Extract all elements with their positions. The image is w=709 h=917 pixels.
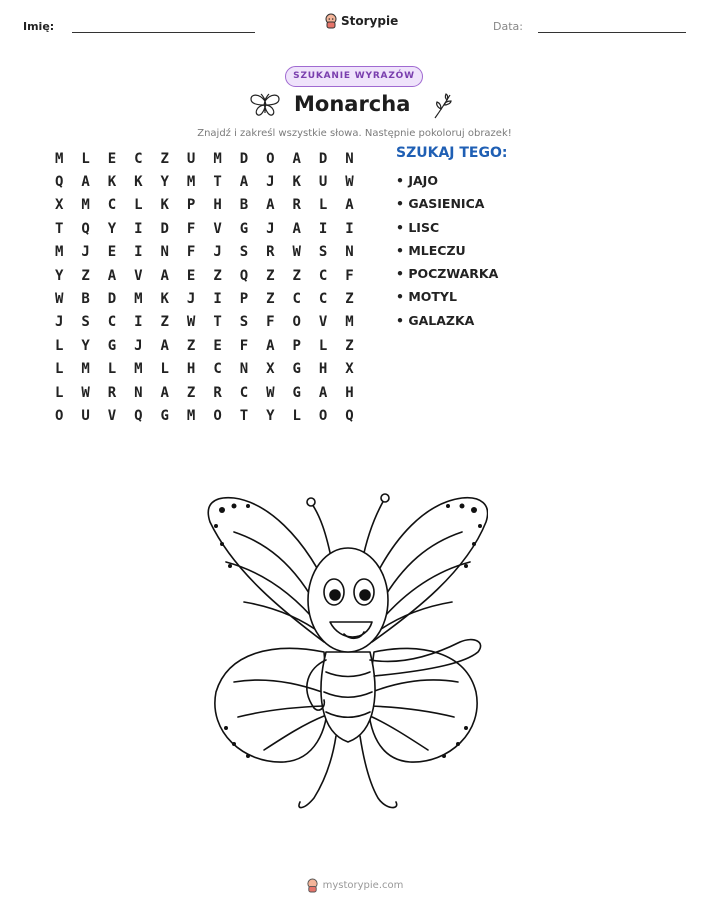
- grid-letter[interactable]: A: [345, 197, 354, 214]
- grid-letter[interactable]: C: [213, 361, 222, 378]
- grid-letter[interactable]: A: [292, 220, 301, 237]
- grid-letter[interactable]: M: [213, 150, 222, 167]
- grid-letter[interactable]: T: [213, 314, 222, 331]
- grid-letter[interactable]: Z: [186, 384, 196, 401]
- grid-letter[interactable]: L: [160, 361, 169, 378]
- grid-letter[interactable]: D: [239, 150, 249, 167]
- grid-letter[interactable]: Q: [81, 220, 90, 237]
- grid-letter[interactable]: J: [186, 291, 196, 308]
- category-badge: SZUKANIE WYRAZÓW: [285, 66, 423, 87]
- grid-letter[interactable]: G: [292, 384, 301, 401]
- grid-letter[interactable]: Y: [107, 220, 117, 237]
- grid-letter[interactable]: I: [213, 291, 222, 308]
- footer: [0, 878, 709, 893]
- grid-letter[interactable]: V: [134, 267, 143, 284]
- storypie-logo-icon: [306, 878, 319, 893]
- grid-letter[interactable]: L: [292, 407, 301, 424]
- grid-letter[interactable]: M: [186, 407, 196, 424]
- grid-letter[interactable]: G: [292, 361, 301, 378]
- grid-letter[interactable]: N: [160, 244, 169, 261]
- grid-letter[interactable]: M: [345, 314, 354, 331]
- word-item: • JAJO: [396, 173, 438, 188]
- grid-letter[interactable]: L: [134, 197, 143, 214]
- grid-letter[interactable]: I: [318, 220, 328, 237]
- grid-letter[interactable]: L: [107, 361, 117, 378]
- grid-letter[interactable]: C: [318, 291, 328, 308]
- grid-letter[interactable]: D: [160, 220, 169, 237]
- grid-letter[interactable]: T: [213, 174, 222, 191]
- grid-letter[interactable]: M: [81, 197, 90, 214]
- grid-letter[interactable]: V: [318, 314, 328, 331]
- instructions: Znajdź i zakreśl wszystkie słowa. Następnie pokoloruj obrazek!: [197, 128, 512, 139]
- grid-letter[interactable]: E: [213, 337, 222, 354]
- grid-letter[interactable]: F: [239, 337, 249, 354]
- grid-letter[interactable]: L: [54, 337, 64, 354]
- grid-letter[interactable]: T: [239, 407, 249, 424]
- grid-letter[interactable]: C: [107, 197, 117, 214]
- name-label: Imię:: [23, 20, 55, 33]
- grid-letter[interactable]: L: [54, 384, 64, 401]
- grid-letter[interactable]: N: [345, 244, 354, 261]
- grid-letter[interactable]: A: [81, 174, 90, 191]
- grid-letter[interactable]: Z: [345, 291, 354, 308]
- butterfly-illustration: [204, 492, 488, 814]
- grid-letter[interactable]: I: [345, 220, 354, 237]
- grid-letter[interactable]: D: [107, 291, 117, 308]
- grid-letter[interactable]: R: [266, 244, 275, 261]
- grid-letter[interactable]: E: [107, 244, 117, 261]
- grid-letter[interactable]: N: [239, 361, 249, 378]
- grid-letter[interactable]: M: [186, 174, 196, 191]
- brand-name: Storypie: [341, 14, 399, 28]
- grid-letter[interactable]: A: [266, 197, 275, 214]
- grid-letter[interactable]: C: [134, 150, 143, 167]
- date-line[interactable]: [538, 32, 686, 33]
- grid-letter[interactable]: J: [81, 244, 90, 261]
- grid-letter[interactable]: Q: [239, 267, 249, 284]
- grid-letter[interactable]: B: [81, 291, 90, 308]
- grid-letter[interactable]: I: [134, 220, 143, 237]
- grid-letter[interactable]: Z: [160, 150, 169, 167]
- grid-letter[interactable]: U: [318, 174, 328, 191]
- grid-letter[interactable]: F: [186, 220, 196, 237]
- grid-letter[interactable]: A: [266, 337, 275, 354]
- grid-letter[interactable]: B: [239, 197, 249, 214]
- grid-letter[interactable]: M: [54, 150, 64, 167]
- word-item: • MLECZU: [396, 242, 466, 258]
- grid-letter[interactable]: G: [239, 220, 249, 237]
- grid-letter[interactable]: H: [186, 361, 196, 378]
- grid-letter[interactable]: A: [160, 384, 169, 401]
- grid-letter[interactable]: C: [318, 267, 328, 284]
- grid-letter[interactable]: Z: [81, 267, 90, 284]
- grid-letter[interactable]: S: [318, 244, 328, 261]
- grid-letter[interactable]: Z: [292, 267, 301, 284]
- grid-letter[interactable]: F: [345, 267, 354, 284]
- grid-letter[interactable]: A: [107, 267, 117, 284]
- grid-letter[interactable]: Z: [345, 337, 354, 354]
- grid-letter[interactable]: Z: [160, 314, 169, 331]
- grid-letter[interactable]: F: [266, 314, 275, 331]
- grid-letter[interactable]: A: [318, 384, 328, 401]
- grid-letter[interactable]: O: [266, 150, 275, 167]
- word-item: • POCZWARKA: [396, 266, 499, 282]
- date-label: Data:: [493, 20, 523, 33]
- grid-letter[interactable]: K: [107, 174, 117, 191]
- grid-letter[interactable]: C: [107, 314, 117, 331]
- grid-letter[interactable]: M: [54, 244, 64, 261]
- grid-letter[interactable]: G: [160, 407, 169, 424]
- storypie-logo-icon: [324, 13, 338, 29]
- word-item: • MOTYL: [396, 289, 457, 305]
- grid-letter[interactable]: Y: [54, 267, 64, 284]
- grid-letter[interactable]: W: [292, 244, 301, 261]
- grid-letter[interactable]: S: [239, 314, 249, 331]
- grid-letter[interactable]: H: [213, 197, 222, 214]
- grid-letter[interactable]: J: [213, 244, 222, 261]
- page-title: Monarcha: [294, 92, 411, 116]
- grid-letter[interactable]: Y: [266, 407, 275, 424]
- grid-letter[interactable]: X: [266, 361, 275, 378]
- grid-letter[interactable]: A: [160, 267, 169, 284]
- grid-letter[interactable]: Z: [266, 291, 275, 308]
- grid-letter[interactable]: Q: [54, 174, 64, 191]
- grid-letter[interactable]: H: [345, 384, 354, 401]
- footer-url: mystorypie.com: [322, 880, 404, 891]
- grid-letter[interactable]: E: [186, 267, 196, 284]
- grid-letter[interactable]: L: [318, 197, 328, 214]
- grid-letter[interactable]: I: [134, 244, 143, 261]
- word-list: [396, 171, 498, 334]
- word-item: • GALAZKA: [396, 312, 475, 328]
- grid-letter[interactable]: E: [107, 150, 117, 167]
- grid-letter[interactable]: O: [318, 407, 328, 424]
- grid-letter[interactable]: O: [54, 407, 64, 424]
- grid-letter[interactable]: C: [292, 291, 301, 308]
- grid-letter[interactable]: J: [266, 220, 275, 237]
- grid-letter[interactable]: P: [292, 337, 301, 354]
- grid-letter[interactable]: W: [266, 384, 275, 401]
- grid-letter[interactable]: Q: [134, 407, 143, 424]
- grid-letter[interactable]: M: [81, 361, 90, 378]
- grid-letter[interactable]: Q: [345, 407, 354, 424]
- grid-letter[interactable]: D: [318, 150, 328, 167]
- grid-letter[interactable]: W: [186, 314, 196, 331]
- grid-letter[interactable]: F: [186, 244, 196, 261]
- grid-letter[interactable]: Z: [186, 337, 196, 354]
- grid-letter[interactable]: U: [81, 407, 90, 424]
- grid-letter[interactable]: A: [292, 150, 301, 167]
- twig-icon: [432, 93, 454, 119]
- word-list-title: SZUKAJ TEGO:: [396, 145, 508, 161]
- grid-letter[interactable]: K: [160, 197, 169, 214]
- word-item: • LISC: [396, 219, 440, 235]
- grid-letter[interactable]: A: [239, 174, 249, 191]
- grid-letter[interactable]: K: [292, 174, 301, 191]
- grid-letter[interactable]: J: [134, 337, 143, 354]
- word-item: • GASIENICA: [396, 196, 485, 212]
- grid-letter[interactable]: V: [213, 220, 222, 237]
- grid-letter[interactable]: L: [318, 337, 328, 354]
- grid-letter[interactable]: W: [81, 384, 90, 401]
- grid-letter[interactable]: M: [134, 291, 143, 308]
- grid-letter[interactable]: S: [239, 244, 249, 261]
- grid-letter[interactable]: S: [81, 314, 90, 331]
- grid-letter[interactable]: A: [160, 337, 169, 354]
- grid-letter[interactable]: U: [186, 150, 196, 167]
- grid-letter[interactable]: Y: [81, 337, 90, 354]
- grid-letter[interactable]: L: [81, 150, 90, 167]
- grid-letter[interactable]: G: [107, 337, 117, 354]
- grid-letter[interactable]: J: [54, 314, 64, 331]
- grid-letter[interactable]: H: [318, 361, 328, 378]
- grid-letter[interactable]: P: [239, 291, 249, 308]
- grid-letter[interactable]: N: [134, 384, 143, 401]
- grid-letter[interactable]: V: [107, 407, 117, 424]
- grid-letter[interactable]: I: [134, 314, 143, 331]
- grid-letter[interactable]: K: [134, 174, 143, 191]
- grid-letter[interactable]: Z: [213, 267, 222, 284]
- grid-letter[interactable]: O: [213, 407, 222, 424]
- grid-letter[interactable]: Y: [160, 174, 169, 191]
- name-line[interactable]: [72, 32, 255, 33]
- grid-letter[interactable]: K: [160, 291, 169, 308]
- grid-letter[interactable]: T: [54, 220, 64, 237]
- grid-letter[interactable]: J: [266, 174, 275, 191]
- grid-letter[interactable]: N: [345, 150, 354, 167]
- butterfly-icon: [249, 93, 281, 117]
- grid-letter[interactable]: W: [54, 291, 64, 308]
- grid-letter[interactable]: X: [345, 361, 354, 378]
- grid-letter[interactable]: O: [292, 314, 301, 331]
- grid-letter[interactable]: X: [54, 197, 64, 214]
- grid-letter[interactable]: R: [213, 384, 222, 401]
- grid-letter[interactable]: P: [186, 197, 196, 214]
- grid-letter[interactable]: C: [239, 384, 249, 401]
- grid-letter[interactable]: R: [107, 384, 117, 401]
- word-search-grid: [46, 147, 363, 428]
- brand: [324, 13, 398, 29]
- grid-letter[interactable]: Z: [266, 267, 275, 284]
- grid-letter[interactable]: R: [292, 197, 301, 214]
- grid-letter[interactable]: W: [345, 174, 354, 191]
- grid-letter[interactable]: M: [134, 361, 143, 378]
- grid-letter[interactable]: L: [54, 361, 64, 378]
